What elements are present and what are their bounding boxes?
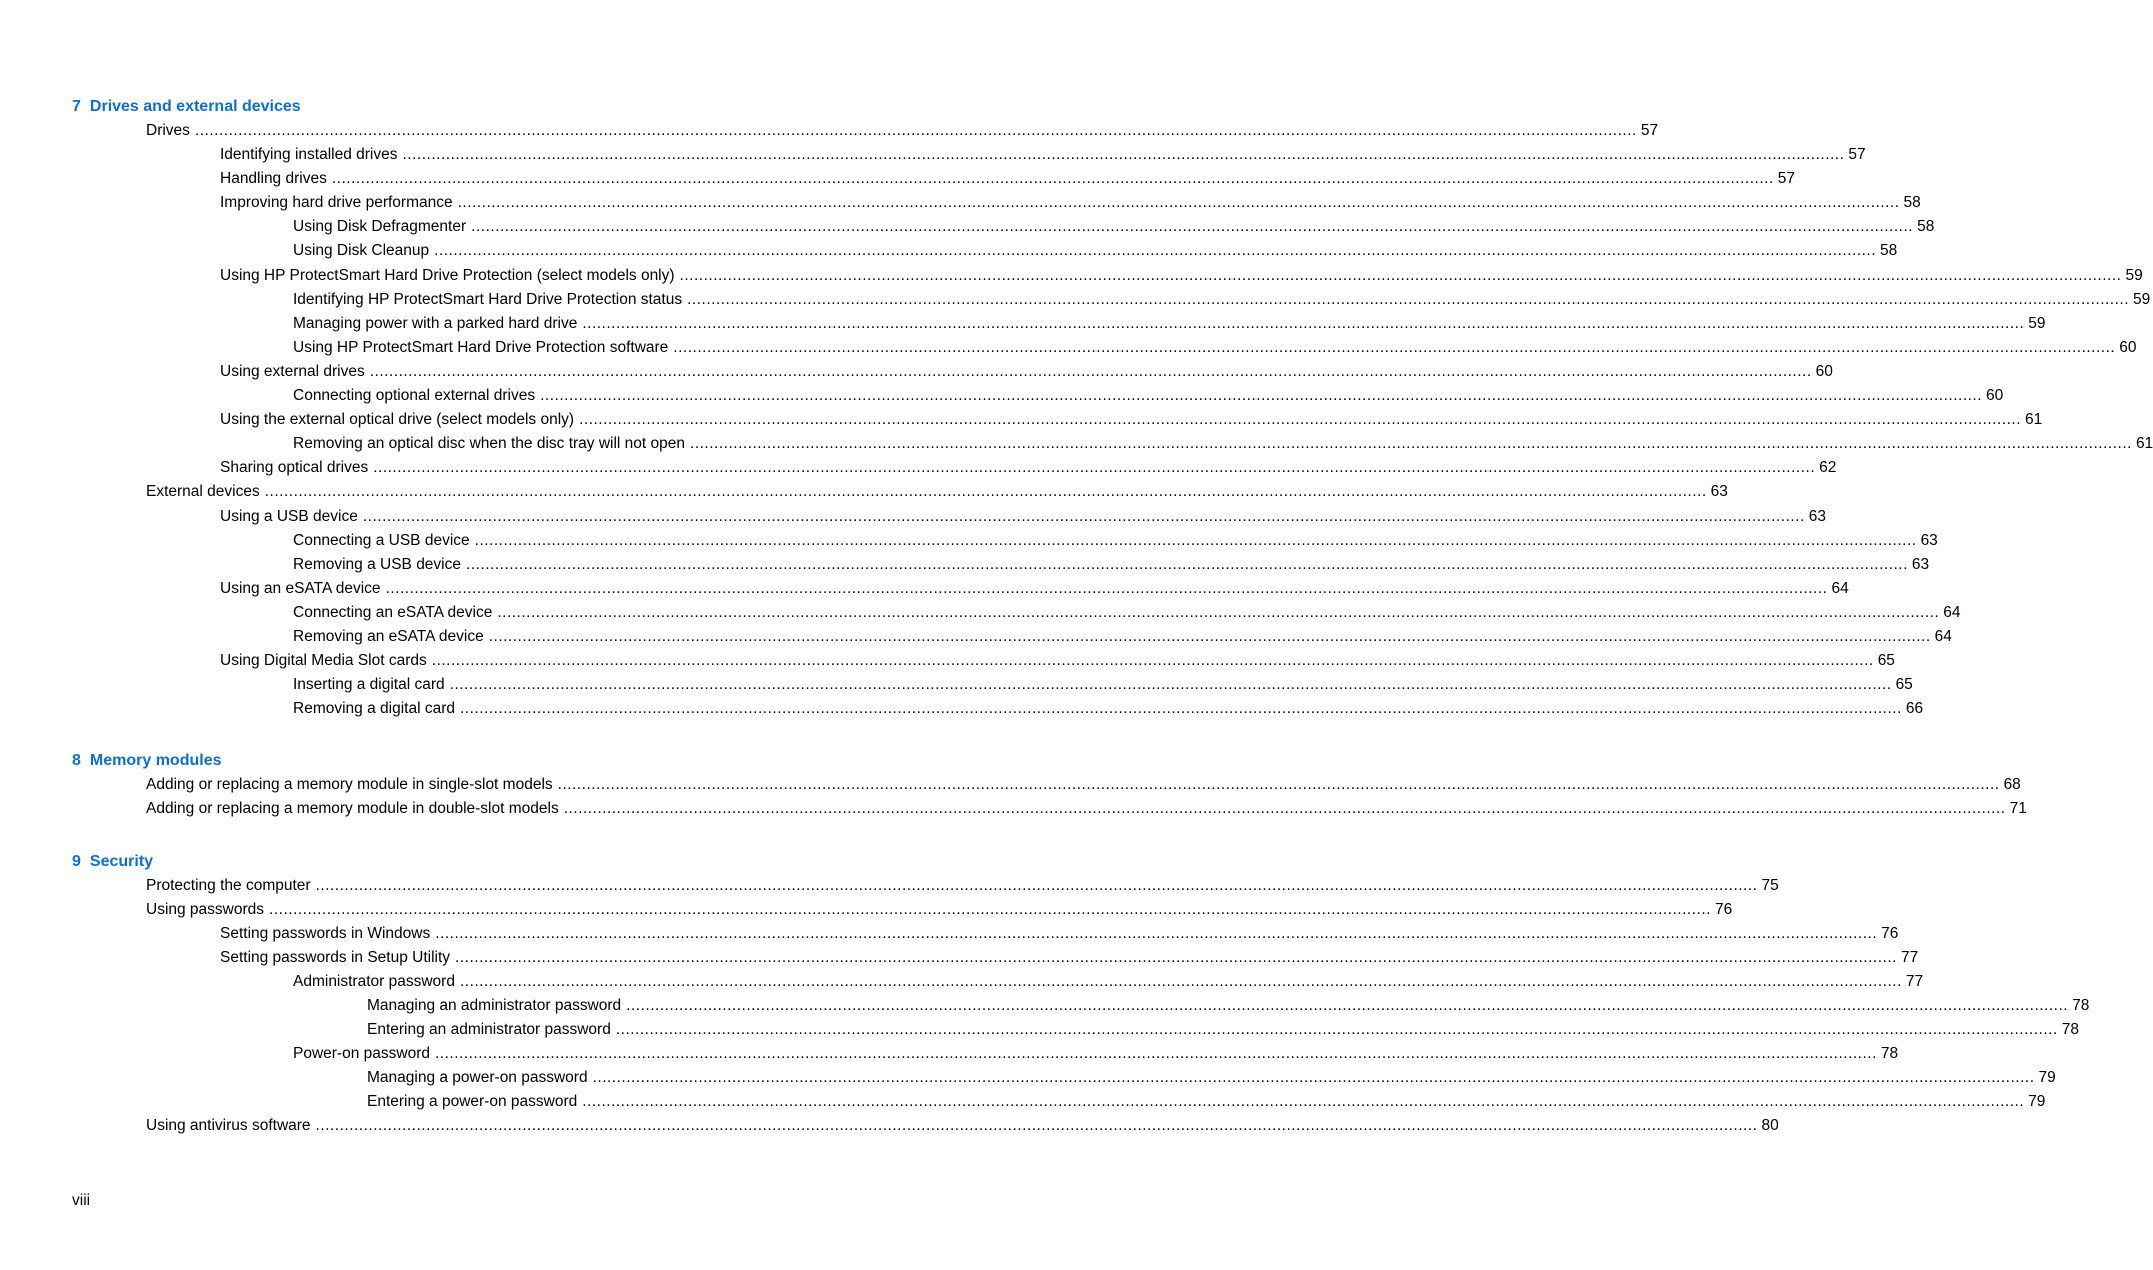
toc-entry[interactable]: [72, 432, 2153, 456]
entry-title: Administrator password: [293, 972, 455, 990]
entry-page-number: 71: [2009, 800, 2027, 818]
dot-leader: ............................................................................................................................................................................................................................................................................................................: [459, 972, 1902, 990]
dot-leader: ............................................................................................................................................................................................................................................................................................................: [626, 997, 2069, 1014]
entry-page-number: 79: [2038, 1069, 2056, 1087]
toc-entry[interactable]: [72, 922, 1899, 946]
chapter-number: 8: [72, 752, 81, 770]
entry-page-number: 65: [1877, 652, 1895, 670]
entry-page-number: 76: [1714, 900, 1733, 918]
entry-title: Using HP ProtectSmart Hard Drive Protection (select models only): [220, 266, 675, 284]
entry-page-number: 59: [2028, 314, 2046, 332]
toc-entry[interactable]: [72, 191, 1921, 215]
dot-leader: ............................................................................................................................................................................................................................................................................................................: [679, 266, 2122, 284]
toc-entry[interactable]: [72, 480, 1728, 504]
entry-title: Improving hard drive performance: [220, 194, 453, 212]
toc-entry[interactable]: [72, 697, 1924, 721]
toc-entry[interactable]: [72, 553, 1930, 577]
entry-page-number: 57: [1777, 170, 1796, 188]
entry-page-number: 64: [1934, 627, 1952, 645]
entry-page-number: 75: [1761, 876, 1779, 894]
toc-entry[interactable]: [72, 1042, 1899, 1066]
entry-title: External devices: [146, 483, 260, 501]
entry-title: Inserting a digital card: [293, 676, 445, 694]
toc-entry[interactable]: [72, 874, 1779, 898]
toc-entry[interactable]: [72, 215, 1935, 239]
entry-title: Identifying HP ProtectSmart Hard Drive Protection status: [293, 290, 683, 308]
toc-entry[interactable]: [72, 1090, 2046, 1114]
chapter-heading[interactable]: [72, 748, 868, 773]
entry-title: Managing power with a parked hard drive: [293, 314, 578, 332]
toc-entry[interactable]: [72, 143, 1866, 167]
toc-entry[interactable]: [72, 119, 1659, 143]
toc-entry[interactable]: [72, 773, 2021, 797]
dot-leader: ............................................................................................................................................................................................................................................................................................................: [673, 338, 2116, 356]
entry-title: Setting passwords in Windows: [220, 924, 431, 942]
entry-title: Using a USB device: [220, 507, 358, 525]
entry-title: Drives: [146, 122, 190, 139]
toc-entry[interactable]: [72, 994, 2090, 1018]
chapter-heading[interactable]: [72, 849, 868, 874]
section-spacer: [72, 822, 868, 849]
toc-entry[interactable]: [72, 312, 2046, 336]
entry-page-number: 79: [2028, 1093, 2046, 1111]
dot-leader: ............................................................................................................................................................................................................................................................................................................: [331, 170, 1774, 188]
entry-page-number: 58: [1880, 242, 1898, 260]
chapter-title: Security: [89, 852, 154, 870]
entry-page-number: 63: [1710, 483, 1728, 501]
entry-title: Using HP ProtectSmart Hard Drive Protection software: [293, 338, 669, 356]
entry-page-number: 77: [1900, 948, 1919, 966]
entry-title: Removing an optical disc when the disc tray will not open: [293, 435, 686, 453]
dot-leader: ............................................................................................................................................................................................................................................................................................................: [315, 876, 1758, 894]
toc-entry[interactable]: [72, 360, 1833, 384]
chapter-number: 9: [72, 852, 81, 870]
toc-entry[interactable]: [72, 1066, 2056, 1090]
entry-title: Entering an administrator password: [367, 1021, 611, 1039]
toc-entry[interactable]: [72, 601, 1961, 625]
toc-entry[interactable]: [72, 946, 1919, 970]
entry-title: Using Disk Cleanup: [293, 242, 430, 260]
dot-leader: ............................................................................................................................................................................................................................................................................................................: [690, 435, 2132, 453]
entry-page-number: 76: [1881, 924, 1899, 942]
dot-leader: ............................................................................................................................................................................................................................................................................................................: [402, 146, 1845, 164]
entry-page-number: 78: [2061, 1021, 2079, 1039]
chapter-number: 7: [72, 98, 81, 115]
dot-leader: ............................................................................................................................................................................................................................................................................................................: [488, 627, 1931, 645]
dot-leader: ............................................................................................................................................................................................................................................................................................................: [471, 218, 1914, 236]
toc-entry[interactable]: [72, 456, 1837, 480]
chapter-title: Drives and external devices: [89, 98, 301, 115]
entry-page-number: 64: [1943, 603, 1961, 621]
entry-page-number: 60: [2119, 338, 2137, 356]
toc-entry[interactable]: [72, 577, 1849, 601]
entry-page-number: 63: [1911, 555, 1930, 573]
dot-leader: ............................................................................................................................................................................................................................................................................................................: [563, 800, 2006, 818]
toc-entry[interactable]: [72, 797, 2027, 821]
dot-leader: ............................................................................................................................................................................................................................................................................................................: [431, 652, 1874, 670]
entry-title: Adding or replacing a memory module in double-slot models: [146, 800, 559, 818]
page-number: viii: [72, 1192, 91, 1209]
entry-page-number: 58: [1917, 218, 1935, 236]
entry-title: Adding or replacing a memory module in single-slot models: [146, 776, 553, 794]
entry-title: Identifying installed drives: [220, 146, 398, 164]
table-of-contents: [72, 94, 2153, 1139]
dot-leader: ............................................................................................................................................................................................................................................................................................................: [373, 459, 1816, 477]
dot-leader: ............................................................................................................................................................................................................................................................................................................: [592, 1069, 2035, 1087]
dot-leader: ............................................................................................................................................................................................................................................................................................................: [579, 411, 2021, 429]
entry-page-number: 63: [1920, 531, 1938, 549]
entry-page-number: 78: [2072, 997, 2090, 1014]
entry-title: Removing a digital card: [293, 700, 455, 718]
entry-page-number: 59: [2125, 266, 2143, 284]
dot-leader: ............................................................................................................................................................................................................................................................................................................: [362, 507, 1805, 525]
toc-entry[interactable]: [72, 529, 1938, 553]
dot-leader: ............................................................................................................................................................................................................................................................................................................: [435, 924, 1878, 942]
dot-leader: ............................................................................................................................................................................................................................................................................................................: [582, 314, 2025, 332]
entry-title: Power-on password: [293, 1045, 430, 1063]
dot-leader: ............................................................................................................................................................................................................................................................................................................: [434, 242, 1877, 260]
entry-page-number: 59: [2133, 290, 2151, 308]
entry-title: Using external drives: [220, 362, 365, 380]
toc-entry[interactable]: [72, 970, 1924, 994]
dot-leader: ............................................................................................................................................................................................................................................................................................................: [457, 194, 1900, 212]
entry-page-number: 61: [2135, 435, 2153, 453]
entry-title: Managing an administrator password: [367, 997, 622, 1014]
dot-leader: ............................................................................................................................................................................................................................................................................................................: [474, 531, 1917, 549]
entry-title: Connecting optional external drives: [293, 387, 536, 405]
dot-leader: ............................................................................................................................................................................................................................................................................................................: [466, 555, 1908, 573]
entry-title: Connecting an eSATA device: [293, 603, 493, 621]
entry-title: Entering a power-on password: [367, 1093, 578, 1111]
entry-title: Using Disk Defragmenter: [293, 218, 467, 236]
toc-entry[interactable]: [72, 167, 1796, 191]
entry-title: Sharing optical drives: [220, 459, 369, 477]
section-spacer: [72, 721, 868, 748]
toc-entry[interactable]: [72, 384, 2004, 408]
toc-entry[interactable]: [72, 239, 1898, 263]
entry-page-number: 68: [2003, 776, 2021, 794]
entry-title: Handling drives: [220, 170, 327, 188]
entry-page-number: 57: [1848, 146, 1866, 164]
dot-leader: ............................................................................................................................................................................................................................................................................................................: [497, 603, 1940, 621]
toc-entry[interactable]: [72, 649, 1895, 673]
entry-page-number: 58: [1903, 194, 1921, 212]
entry-title: Managing a power-on password: [367, 1069, 588, 1087]
dot-leader: ............................................................................................................................................................................................................................................................................................................: [540, 387, 1983, 405]
dot-leader: ............................................................................................................................................................................................................................................................................................................: [557, 776, 2000, 794]
chapter-heading[interactable]: [72, 94, 868, 119]
entry-page-number: 77: [1905, 972, 1924, 990]
toc-entry[interactable]: [72, 673, 1913, 697]
entry-title: Removing an eSATA device: [293, 627, 484, 645]
entry-page-number: 57: [1640, 122, 1659, 139]
entry-page-number: 63: [1808, 507, 1827, 525]
dot-leader: ............................................................................................................................................................................................................................................................................................................: [455, 948, 1897, 966]
dot-leader: ............................................................................................................................................................................................................................................................................................................: [459, 700, 1902, 718]
toc-entry[interactable]: [72, 505, 1827, 529]
entry-page-number: 80: [1761, 1117, 1779, 1135]
toc-entry[interactable]: [72, 1018, 2079, 1042]
entry-title: Connecting a USB device: [293, 531, 470, 549]
entry-page-number: 60: [1815, 362, 1833, 380]
dot-leader: ............................................................................................................................................................................................................................................................................................................: [369, 362, 1812, 380]
dot-leader: ............................................................................................................................................................................................................................................................................................................: [385, 579, 1828, 597]
entry-page-number: 64: [1831, 579, 1849, 597]
dot-leader: ............................................................................................................................................................................................................................................................................................................: [264, 483, 1707, 501]
toc-entry[interactable]: [72, 625, 1952, 649]
dot-leader: ............................................................................................................................................................................................................................................................................................................: [194, 122, 1637, 139]
entry-page-number: 62: [1819, 459, 1837, 477]
toc-entry[interactable]: [72, 1114, 1779, 1138]
dot-leader: ............................................................................................................................................................................................................................................................................................................: [434, 1045, 1877, 1063]
entry-title: Using antivirus software: [146, 1117, 311, 1135]
toc-entry[interactable]: [72, 898, 1733, 922]
dot-leader: ............................................................................................................................................................................................................................................................................................................: [449, 676, 1892, 694]
entry-page-number: 66: [1905, 700, 1924, 718]
entry-title: Setting passwords in Setup Utility: [220, 948, 451, 966]
dot-leader: ............................................................................................................................................................................................................................................................................................................: [615, 1021, 2058, 1039]
entry-title: Using an eSATA device: [220, 579, 381, 597]
dot-leader: ............................................................................................................................................................................................................................................................................................................: [269, 900, 1711, 918]
toc-entry[interactable]: [72, 336, 2137, 360]
entry-title: Protecting the computer: [146, 876, 311, 894]
dot-leader: ............................................................................................................................................................................................................................................................................................................: [687, 290, 2130, 308]
toc-entry[interactable]: [72, 264, 2143, 288]
entry-page-number: 65: [1895, 676, 1913, 694]
entry-title: Using the external optical drive (select models only): [220, 411, 575, 429]
entry-title: Using passwords: [146, 900, 265, 918]
entry-page-number: 61: [2025, 411, 2043, 429]
toc-entry[interactable]: [72, 288, 2151, 312]
entry-title: Using Digital Media Slot cards: [220, 652, 427, 670]
entry-page-number: 78: [1880, 1045, 1899, 1063]
dot-leader: ............................................................................................................................................................................................................................................................................................................: [582, 1093, 2025, 1111]
entry-title: Removing a USB device: [293, 555, 461, 573]
toc-entry[interactable]: [72, 408, 2043, 432]
chapter-title: Memory modules: [89, 752, 222, 770]
dot-leader: ............................................................................................................................................................................................................................................................................................................: [315, 1117, 1758, 1135]
entry-page-number: 60: [1986, 387, 2004, 405]
